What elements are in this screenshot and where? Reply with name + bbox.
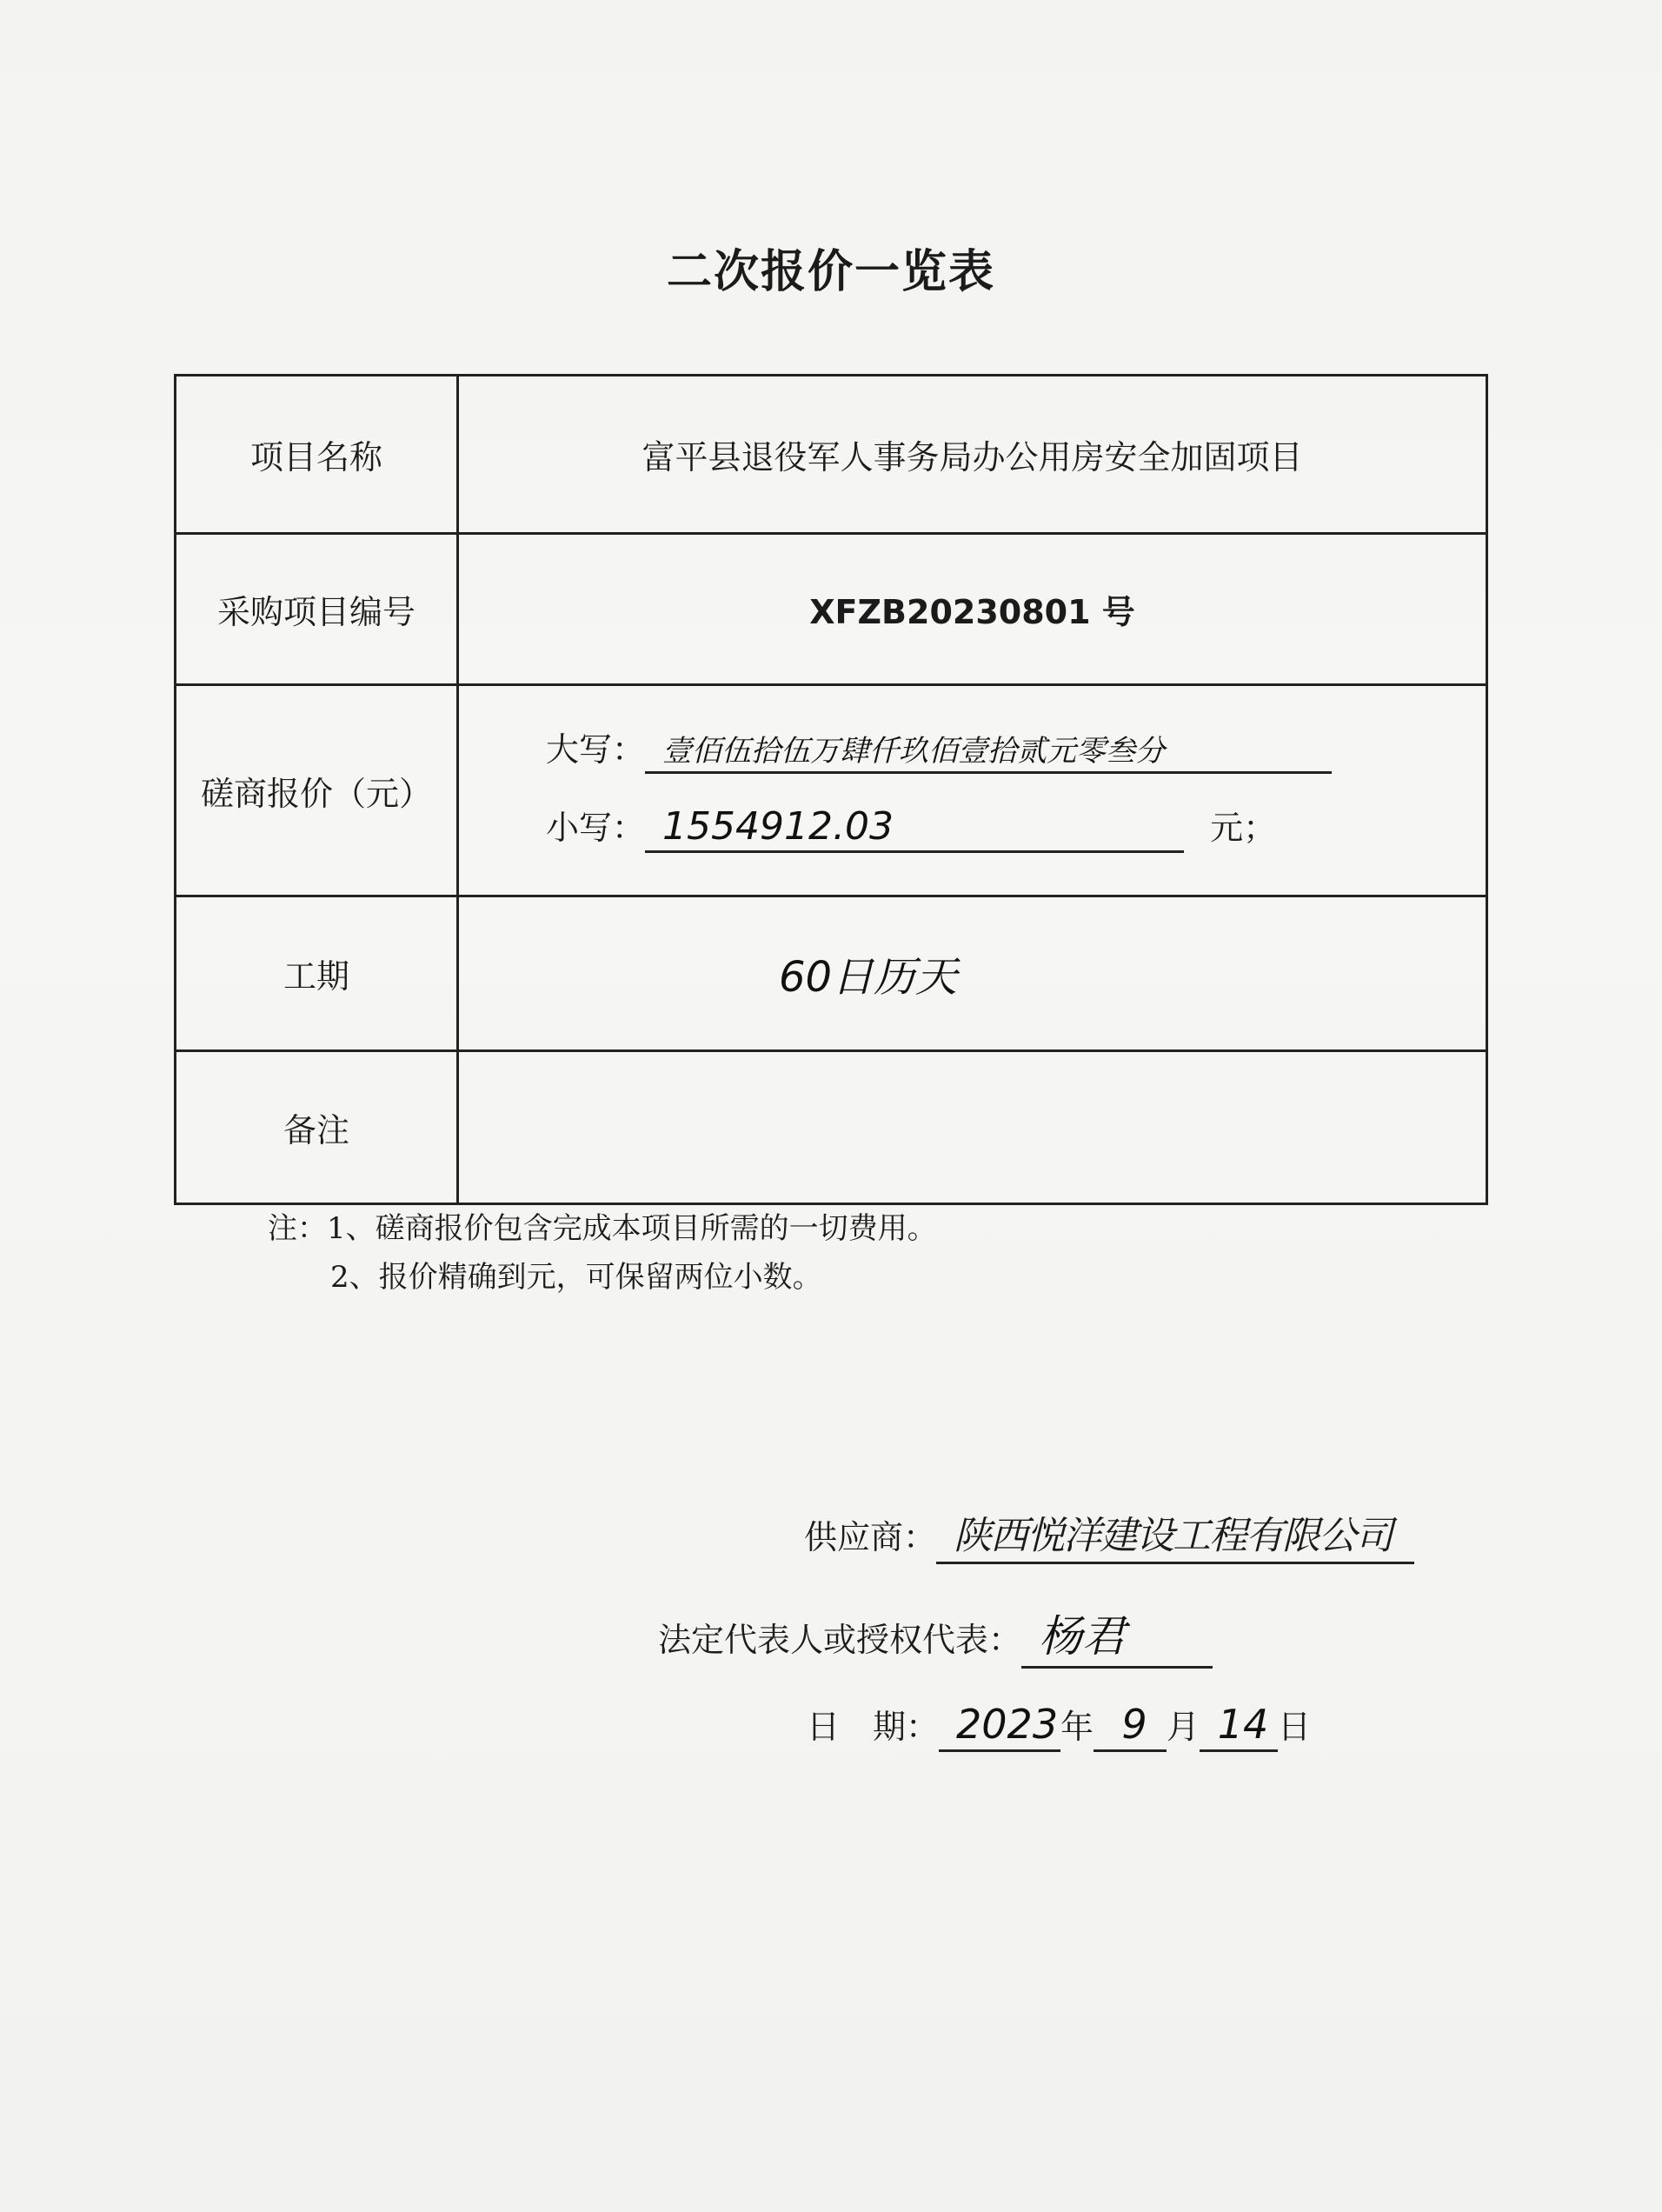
quotation-table <box>174 374 1488 1205</box>
table-row-procurement-code <box>176 534 1487 685</box>
price-upper-label: 大写： <box>546 730 646 769</box>
date-month: 9 <box>1094 1701 1167 1752</box>
price-lower-label: 小写： <box>546 809 646 847</box>
table-row-project-name <box>176 376 1487 534</box>
document-title: 二次报价一览表 <box>666 245 995 298</box>
price-lower-unit: 元； <box>1210 809 1277 847</box>
table-row-period <box>176 896 1487 1051</box>
price-upper-line <box>546 723 1332 774</box>
project-name-value: 富平县退役军人事务局办公用房安全加固项目 <box>458 376 1487 534</box>
note-line-1: 注：1、磋商报价包含完成本项目所需的一切费用。 <box>268 1211 937 1246</box>
period-value: 60日历天 <box>458 896 1487 1051</box>
representative-value: 杨君 <box>1021 1602 1213 1669</box>
price-upper-value: 壹佰伍拾伍万肆仟玖佰壹拾贰元零叁分 <box>645 727 1332 774</box>
supplier-label: 供应商： <box>804 1518 937 1556</box>
date-day: 14 <box>1200 1701 1278 1752</box>
table-row-price <box>176 685 1487 896</box>
representative-line <box>658 1602 1213 1669</box>
remark-label: 备注 <box>176 1051 458 1204</box>
date-line <box>807 1700 1311 1752</box>
procurement-code-label: 采购项目编号 <box>176 534 458 685</box>
price-cell <box>458 685 1487 896</box>
supplier-line <box>804 1504 1414 1564</box>
procurement-code-value: XFZB20230801 号 <box>458 534 1487 685</box>
price-label: 磋商报价（元） <box>176 685 458 896</box>
date-month-unit: 月 <box>1167 1708 1200 1746</box>
remark-value <box>458 1051 1487 1204</box>
price-lower-line <box>546 801 1276 853</box>
project-name-label: 项目名称 <box>176 376 458 534</box>
date-year-unit: 年 <box>1060 1708 1094 1746</box>
note-line-2: 2、报价精确到元，可保留两位小数。 <box>330 1260 822 1295</box>
price-lower-value: 1554912.03 <box>645 804 1184 853</box>
notes-block <box>268 1204 937 1302</box>
period-label: 工期 <box>176 896 458 1051</box>
table-row-remark <box>176 1051 1487 1204</box>
date-label: 日 期： <box>807 1708 940 1746</box>
representative-label: 法定代表人或授权代表： <box>658 1621 1022 1659</box>
date-year: 2023 <box>939 1701 1060 1752</box>
date-day-unit: 日 <box>1278 1708 1312 1746</box>
supplier-value: 陕西悦洋建设工程有限公司 <box>936 1504 1414 1564</box>
